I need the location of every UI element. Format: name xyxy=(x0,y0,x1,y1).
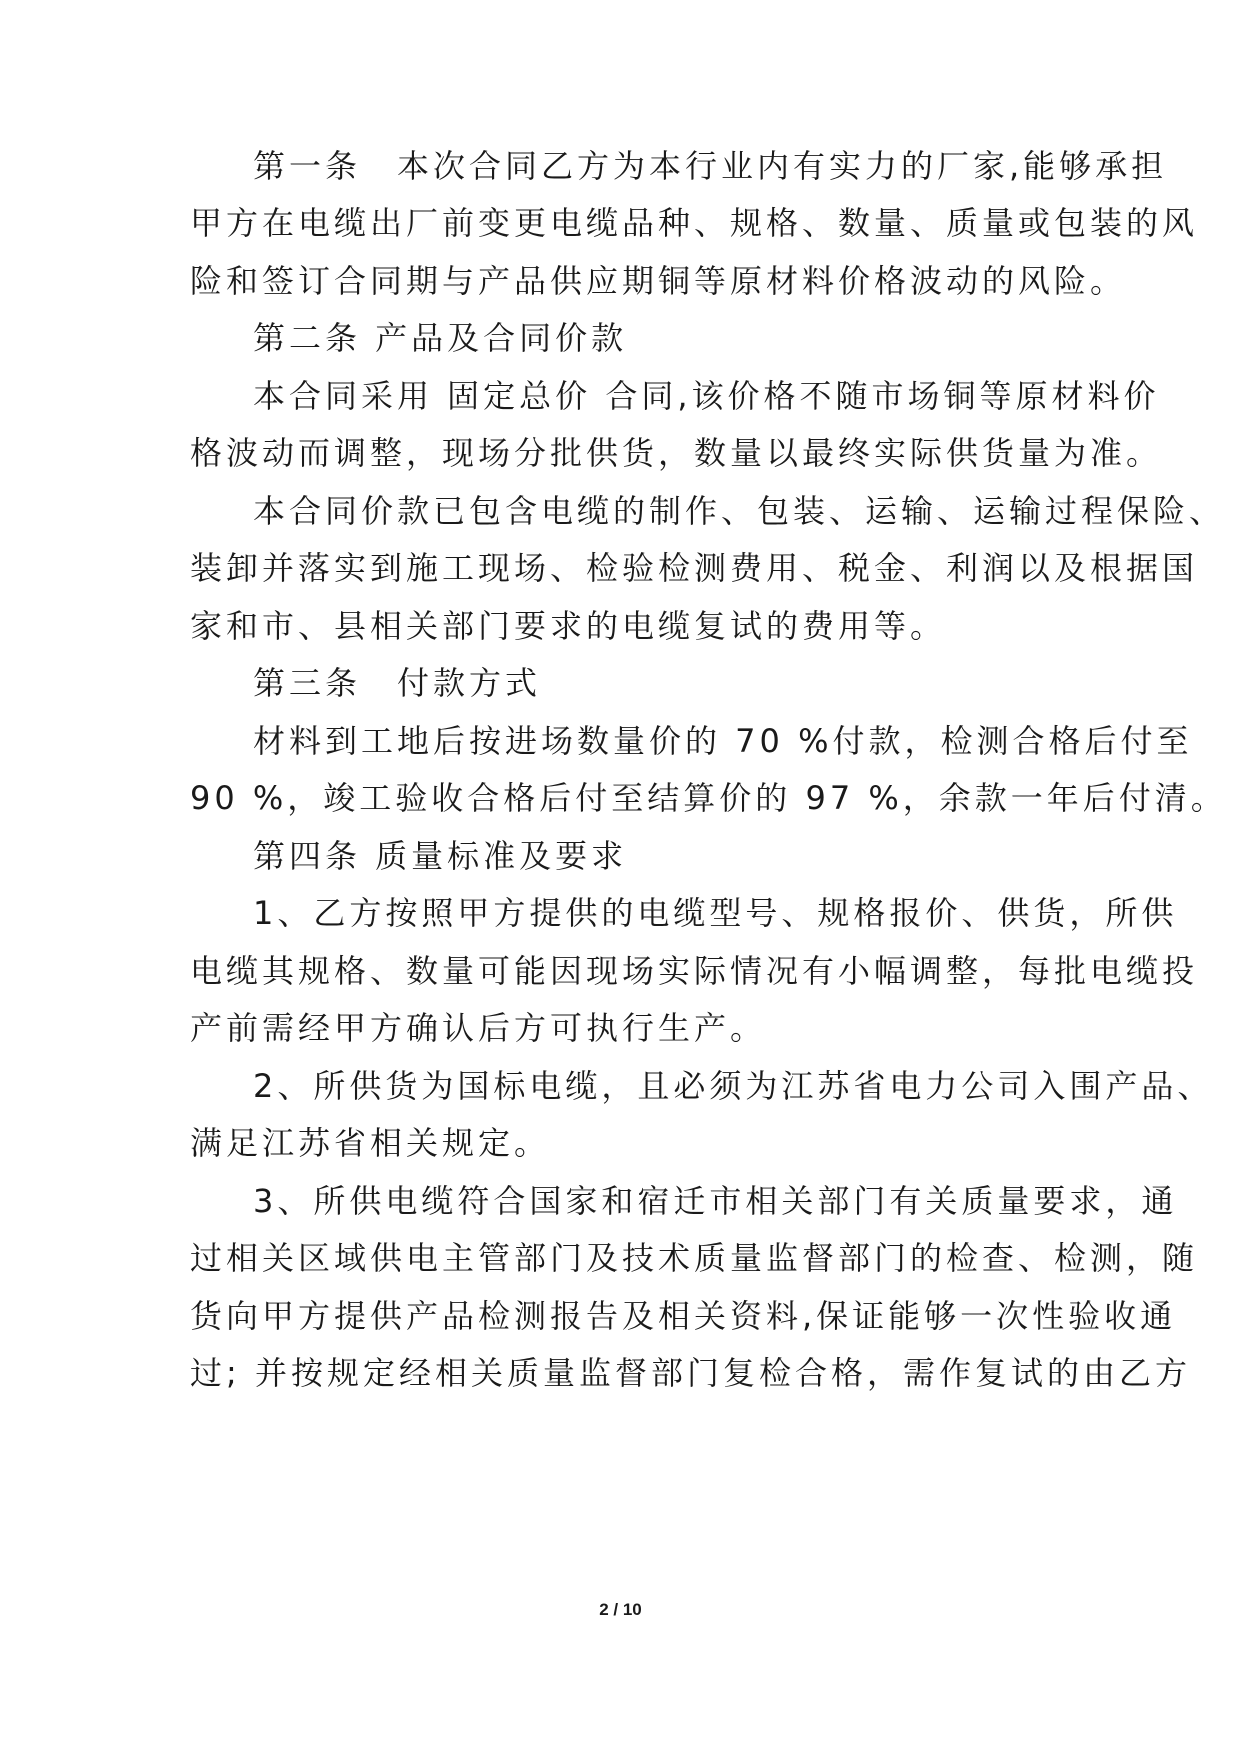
page-number: 2 / 10 xyxy=(599,1600,642,1619)
text-line: 装卸并落实到施工现场、检验检测费用、税金、利润以及根据国 xyxy=(190,549,1199,587)
text-line: 甲方在电缆出厂前变更电缆品种、规格、数量、质量或包装的风 xyxy=(190,204,1199,242)
text-line: 电缆其规格、数量可能因现场实际情况有小幅调整，每批电缆投 xyxy=(190,952,1199,990)
text-line: 本合同价款已包含电缆的制作、包装、运输、运输过程保险、 xyxy=(253,492,1226,530)
text-line: 90 %，竣工验收合格后付至结算价的 97 %，余款一年后付清。 xyxy=(190,779,1227,817)
text-line: 材料到工地后按进场数量价的 70 %付款，检测合格后付至 xyxy=(253,722,1193,760)
text-line: 1、乙方按照甲方提供的电缆型号、规格报价、供货，所供 xyxy=(253,894,1178,932)
text-line: 第一条 本次合同乙方为本行业内有实力的厂家,能够承担 xyxy=(253,147,1168,185)
text-line: 2、所供货为国标电缆，且必须为江苏省电力公司入围产品、 xyxy=(253,1067,1214,1105)
article-heading: 第四条 质量标准及要求 xyxy=(253,837,628,875)
text-line: 3、所供电缆符合国家和宿迁市相关部门有关质量要求，通 xyxy=(253,1182,1178,1220)
text-line: 过相关区域供电主管部门及技术质量监督部门的检查、检测，随 xyxy=(190,1239,1199,1277)
text-line: 货向甲方提供产品检测报告及相关资料,保证能够一次性验收通 xyxy=(190,1297,1177,1335)
article-heading: 第二条 产品及合同价款 xyxy=(253,319,628,357)
text-line: 过; 并按规定经相关质量监督部门复检合格，需作复试的由乙方 xyxy=(190,1354,1191,1392)
text-line: 险和签订合同期与产品供应期铜等原材料价格波动的风险。 xyxy=(190,262,1127,300)
text-line: 满足江苏省相关规定。 xyxy=(190,1124,551,1162)
text-line: 产前需经甲方确认后方可执行生产。 xyxy=(190,1009,767,1047)
text-line: 家和市、县相关部门要求的电缆复试的费用等。 xyxy=(190,607,947,645)
text-line: 本合同采用 固定总价 合同,该价格不随市场铜等原材料价 xyxy=(253,377,1160,415)
text-line: 格波动而调整，现场分批供货，数量以最终实际供货量为准。 xyxy=(190,434,1163,472)
article-heading: 第三条 付款方式 xyxy=(253,664,542,702)
